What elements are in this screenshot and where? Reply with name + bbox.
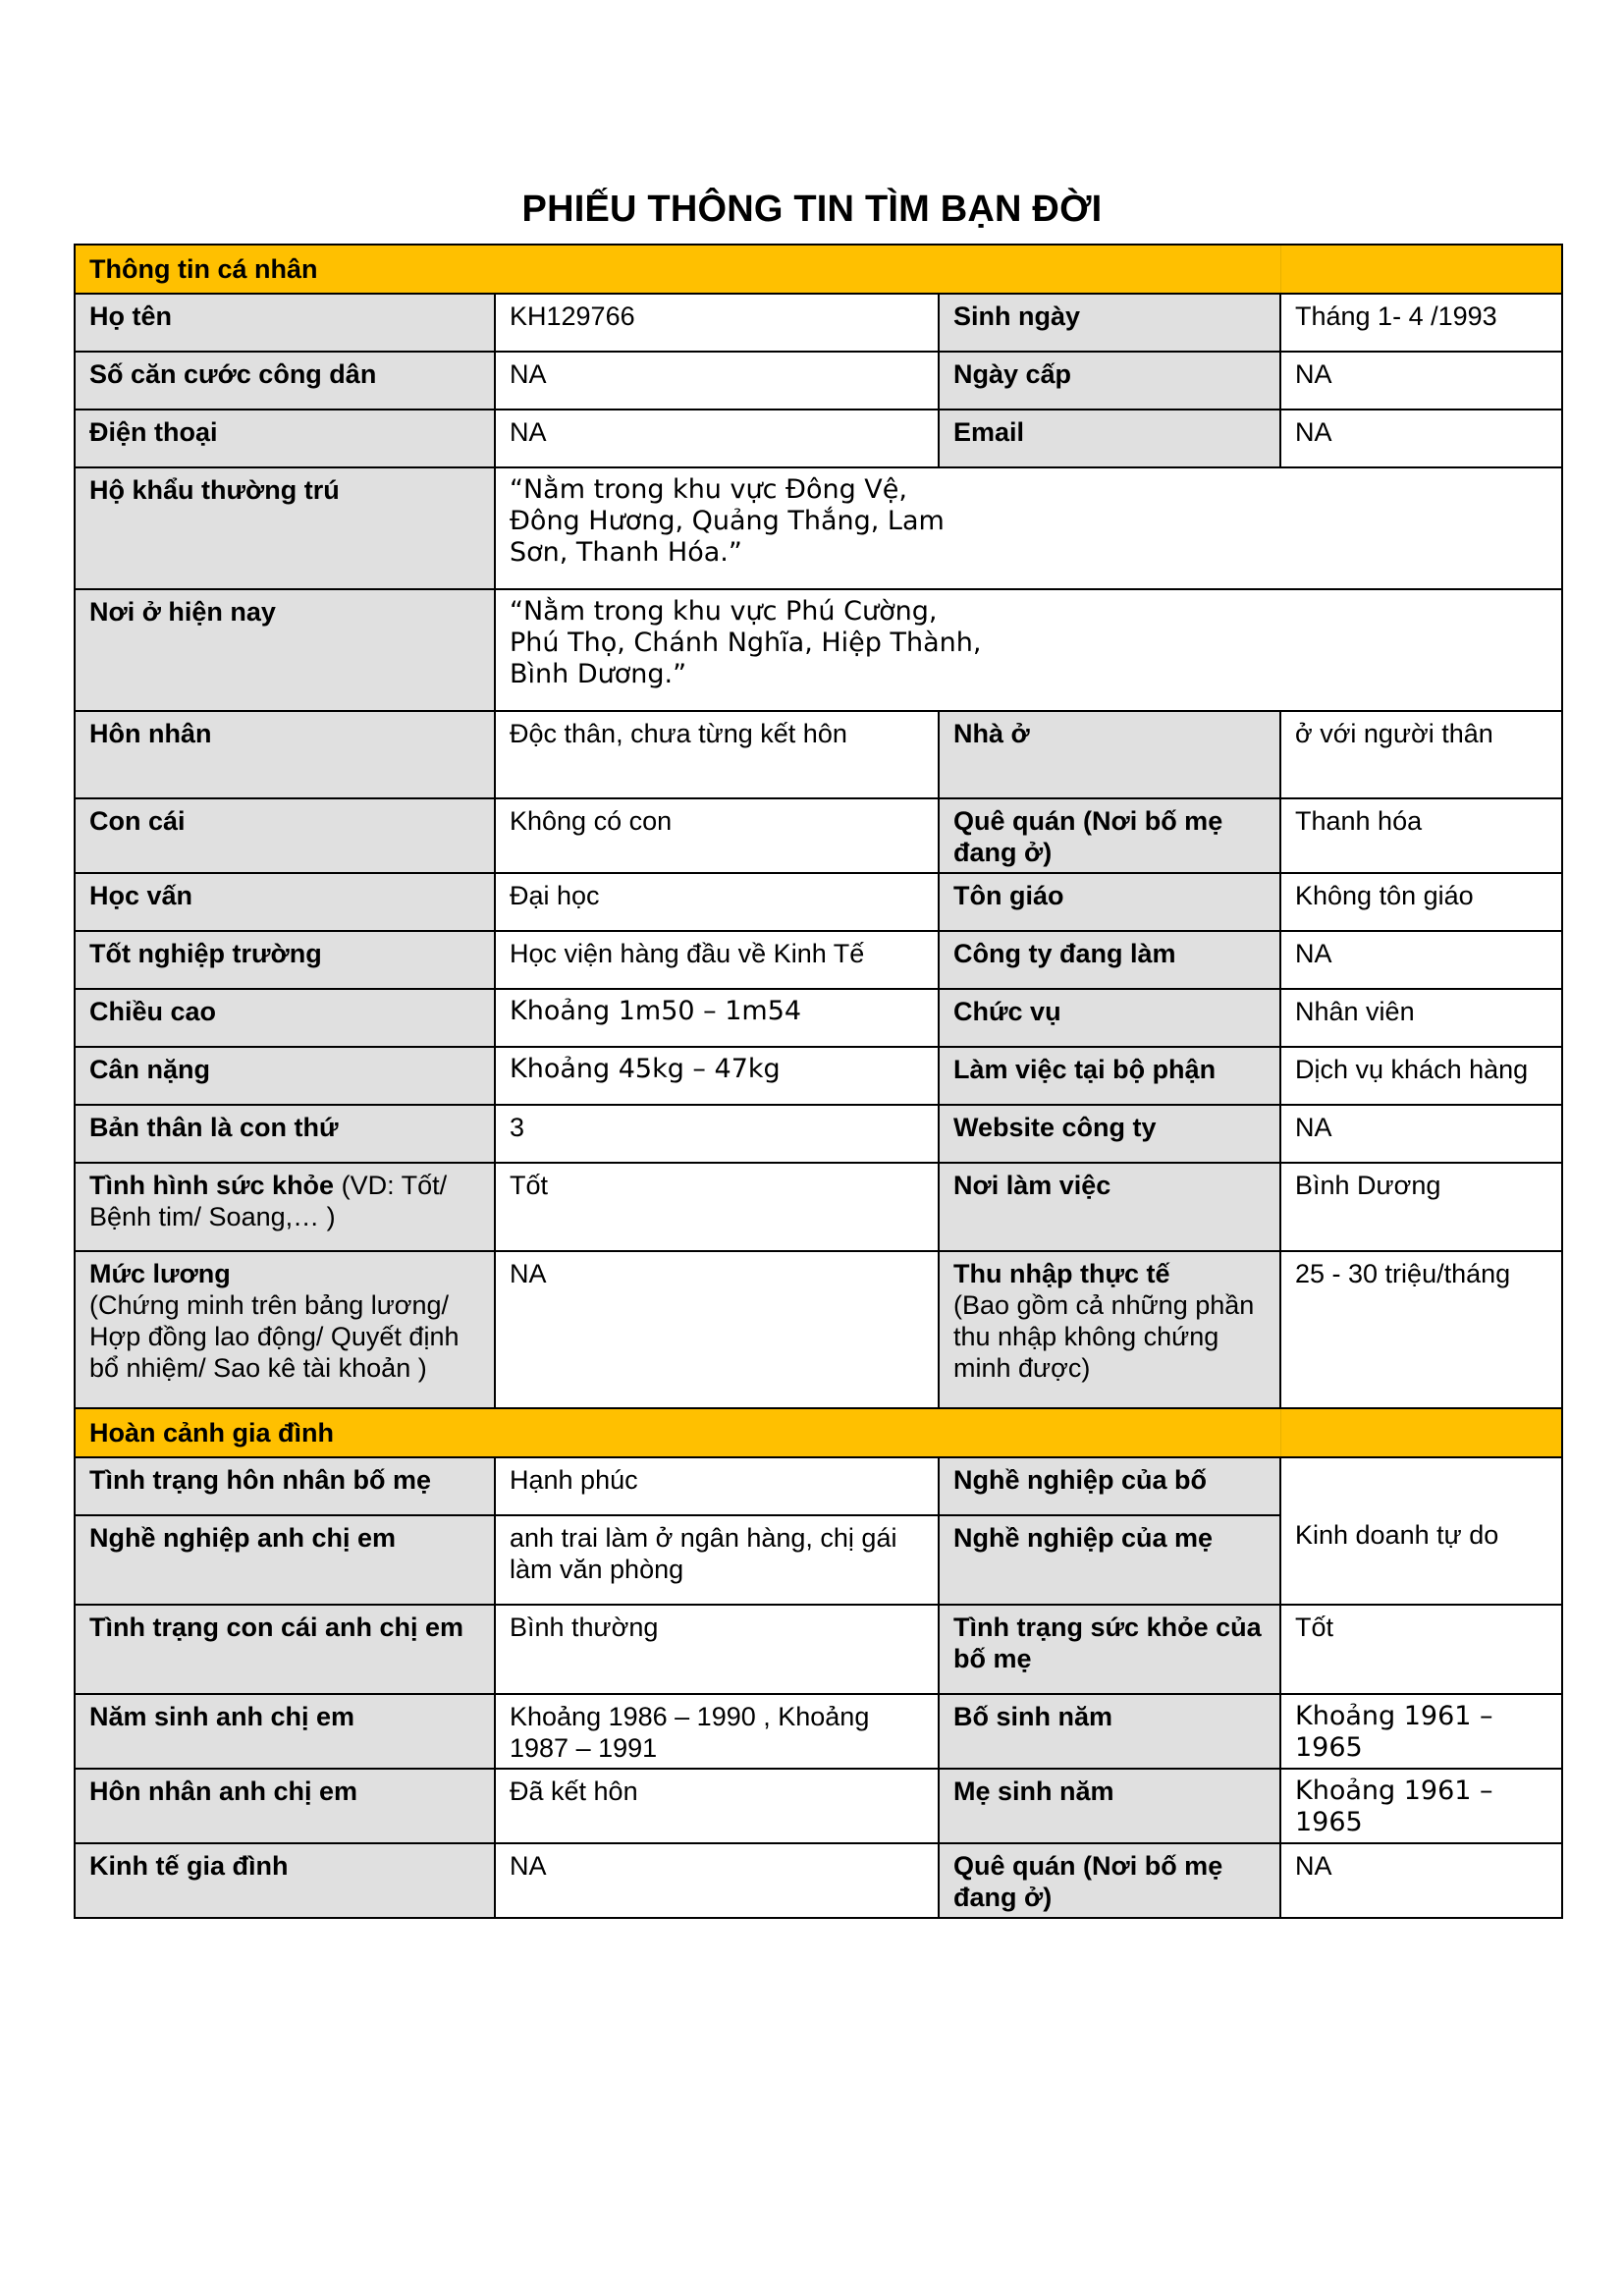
ho-khau-line-2: Đông Hương, Quảng Thắng, Lam: [510, 506, 945, 536]
section-header-family: [75, 1408, 1562, 1457]
value-cong-ty: NA: [1280, 931, 1562, 989]
value-sinh-ngay: Tháng 1- 4 /1993: [1280, 294, 1562, 352]
label-sinh-ngay: Sinh ngày: [939, 294, 1280, 352]
row-chieu-cao: [75, 989, 1562, 1047]
row-con-cai: [75, 798, 1562, 873]
row-dien-thoai: [75, 410, 1562, 467]
label-nghe-anh-chi: Nghề nghiệp anh chị em: [75, 1515, 495, 1605]
label-ngay-cap: Ngày cấp: [939, 352, 1280, 410]
info-form-table: [74, 244, 1563, 1919]
row-ho-ten: [75, 294, 1562, 352]
label-me-sinh: Mẹ sinh năm: [939, 1769, 1280, 1843]
row-hon-nhan: [75, 711, 1562, 798]
section-header-personal: [75, 245, 1562, 294]
value-dien-thoai: NA: [495, 410, 939, 467]
label-nha-o: Nhà ở: [939, 711, 1280, 798]
noi-o-line-3: Bình Dương.”: [510, 659, 687, 689]
value-nghe-anh-chi: anh trai làm ở ngân hàng, chị gái làm văn phòng: [495, 1515, 939, 1605]
value-tot-nghiep: Học viện hàng đầu về Kinh Tế: [495, 931, 939, 989]
label-thu-nhap-hint: (Bao gồm cả những phần thu nhập không chứng minh được): [953, 1290, 1255, 1383]
value-con-thu: 3: [495, 1105, 939, 1163]
label-con-cai: Con cái: [75, 798, 495, 873]
row-muc-luong: [75, 1251, 1562, 1408]
value-con-cai: Không có con: [495, 798, 939, 873]
label-que-quan-bo-me: Quê quán (Nơi bố mẹ đang ở): [939, 1843, 1280, 1918]
value-me-sinh: Khoảng 1961 – 1965: [1280, 1769, 1562, 1843]
row-noi-o: [75, 589, 1562, 711]
label-noi-lam-viec: Nơi làm việc: [939, 1163, 1280, 1251]
ho-khau-line-3: Sơn, Thanh Hóa.”: [510, 537, 742, 568]
value-bo-sinh: Khoảng 1961 – 1965: [1280, 1694, 1562, 1769]
value-thu-nhap: 25 - 30 triệu/tháng: [1280, 1251, 1562, 1408]
label-kinh-te: Kinh tế gia đình: [75, 1843, 495, 1918]
row-ho-khau: [75, 467, 1562, 589]
label-muc-luong-main: Mức lương: [89, 1259, 231, 1288]
label-website: Website công ty: [939, 1105, 1280, 1163]
row-con-cai-anh-chi: [75, 1605, 1562, 1694]
label-hon-nhan-anh-chi: Hôn nhân anh chị em: [75, 1769, 495, 1843]
label-muc-luong: [75, 1251, 495, 1408]
value-ho-ten: KH129766: [495, 294, 939, 352]
label-suc-khoe-bo-me: Tình trạng sức khỏe của bố mẹ: [939, 1605, 1280, 1694]
value-muc-luong: NA: [495, 1251, 939, 1408]
value-hoc-van: Đại học: [495, 873, 939, 931]
value-ton-giao: Không tôn giáo: [1280, 873, 1562, 931]
row-kinh-te: [75, 1843, 1562, 1918]
noi-o-line-2: Phú Thọ, Chánh Nghĩa, Hiệp Thành,: [510, 628, 982, 658]
label-can-nang: Cân nặng: [75, 1047, 495, 1105]
label-ton-giao: Tôn giáo: [939, 873, 1280, 931]
value-nghe-bo-me: Kinh doanh tự do: [1280, 1457, 1562, 1605]
label-noi-o: Nơi ở hiện nay: [75, 589, 495, 711]
label-suc-khoe: [75, 1163, 495, 1251]
page-title: PHIẾU THÔNG TIN TÌM BẠN ĐỜI: [521, 189, 1103, 230]
label-tot-nghiep: Tốt nghiệp trường: [75, 931, 495, 989]
label-nghe-me: Nghề nghiệp của mẹ: [939, 1515, 1280, 1605]
label-chieu-cao: Chiều cao: [75, 989, 495, 1047]
value-suc-khoe-bo-me: Tốt: [1280, 1605, 1562, 1694]
noi-o-line-1: “Nằm trong khu vực Phú Cường,: [510, 596, 938, 627]
value-chuc-vu: Nhân viên: [1280, 989, 1562, 1047]
label-que-quan: Quê quán (Nơi bố mẹ đang ở): [939, 798, 1280, 873]
row-nam-sinh-anh-chi: [75, 1694, 1562, 1769]
value-can-nang: Khoảng 45kg – 47kg: [495, 1047, 939, 1105]
label-cccd: Số căn cước công dân: [75, 352, 495, 410]
value-suc-khoe: Tốt: [495, 1163, 939, 1251]
value-con-cai-anh-chi: Bình thường: [495, 1605, 939, 1694]
value-noi-lam-viec: Bình Dương: [1280, 1163, 1562, 1251]
label-chuc-vu: Chức vụ: [939, 989, 1280, 1047]
value-website: NA: [1280, 1105, 1562, 1163]
label-nam-sinh-anh-chi: Năm sinh anh chị em: [75, 1694, 495, 1769]
value-nam-sinh-anh-chi: Khoảng 1986 – 1990 , Khoảng 1987 – 1991: [495, 1694, 939, 1769]
row-suc-khoe: [75, 1163, 1562, 1251]
value-que-quan-bo-me: NA: [1280, 1843, 1562, 1918]
row-hoc-van: [75, 873, 1562, 931]
label-bo-phan: Làm việc tại bộ phận: [939, 1047, 1280, 1105]
label-muc-luong-hint: (Chứng minh trên bảng lương/ Hợp đồng lao động/ Quyết định bổ nhiệm/ Sao kê tài khoản ): [89, 1290, 460, 1383]
label-suc-khoe-hint: (VD: Tốt/ Bệnh tim/ Soang,… ): [89, 1171, 448, 1231]
row-hon-nhan-anh-chi: [75, 1769, 1562, 1843]
label-hoc-van: Học vấn: [75, 873, 495, 931]
row-tot-nghiep: [75, 931, 1562, 989]
label-ho-khau: Hộ khẩu thường trú: [75, 467, 495, 589]
section-title-personal: Thông tin cá nhân: [75, 245, 1280, 294]
label-suc-khoe-main: Tình hình sức khỏe: [89, 1171, 335, 1200]
value-hon-nhan-anh-chi: Đã kết hôn: [495, 1769, 939, 1843]
label-bo-sinh: Bố sinh năm: [939, 1694, 1280, 1769]
label-hon-nhan: Hôn nhân: [75, 711, 495, 798]
label-thu-nhap-main: Thu nhập thực tế: [953, 1259, 1170, 1288]
value-chieu-cao: Khoảng 1m50 – 1m54: [495, 989, 939, 1047]
label-con-thu: Bản thân là con thứ: [75, 1105, 495, 1163]
label-thu-nhap: [939, 1251, 1280, 1408]
value-bo-phan: Dịch vụ khách hàng: [1280, 1047, 1562, 1105]
label-cong-ty: Công ty đang làm: [939, 931, 1280, 989]
label-dien-thoai: Điện thoại: [75, 410, 495, 467]
label-nghe-bo: Nghề nghiệp của bố: [939, 1457, 1280, 1515]
value-noi-o: [495, 589, 1562, 711]
value-kinh-te: NA: [495, 1843, 939, 1918]
label-hon-nhan-bo-me: Tình trạng hôn nhân bố mẹ: [75, 1457, 495, 1515]
value-cccd: NA: [495, 352, 939, 410]
section-title-family: Hoàn cảnh gia đình: [75, 1408, 1280, 1457]
row-can-nang: [75, 1047, 1562, 1105]
value-ho-khau: [495, 467, 1562, 589]
label-email: Email: [939, 410, 1280, 467]
row-hon-nhan-bo-me: [75, 1457, 1562, 1515]
label-ho-ten: Họ tên: [75, 294, 495, 352]
row-con-thu: [75, 1105, 1562, 1163]
value-hon-nhan: Độc thân, chưa từng kết hôn: [495, 711, 939, 798]
value-ngay-cap: NA: [1280, 352, 1562, 410]
ho-khau-line-1: “Nằm trong khu vực Đông Vệ,: [510, 474, 907, 505]
value-hon-nhan-bo-me: Hạnh phúc: [495, 1457, 939, 1515]
row-cccd: [75, 352, 1562, 410]
value-que-quan: Thanh hóa: [1280, 798, 1562, 873]
value-email: NA: [1280, 410, 1562, 467]
label-con-cai-anh-chi: Tình trạng con cái anh chị em: [75, 1605, 495, 1694]
value-nha-o: ở với người thân: [1280, 711, 1562, 798]
